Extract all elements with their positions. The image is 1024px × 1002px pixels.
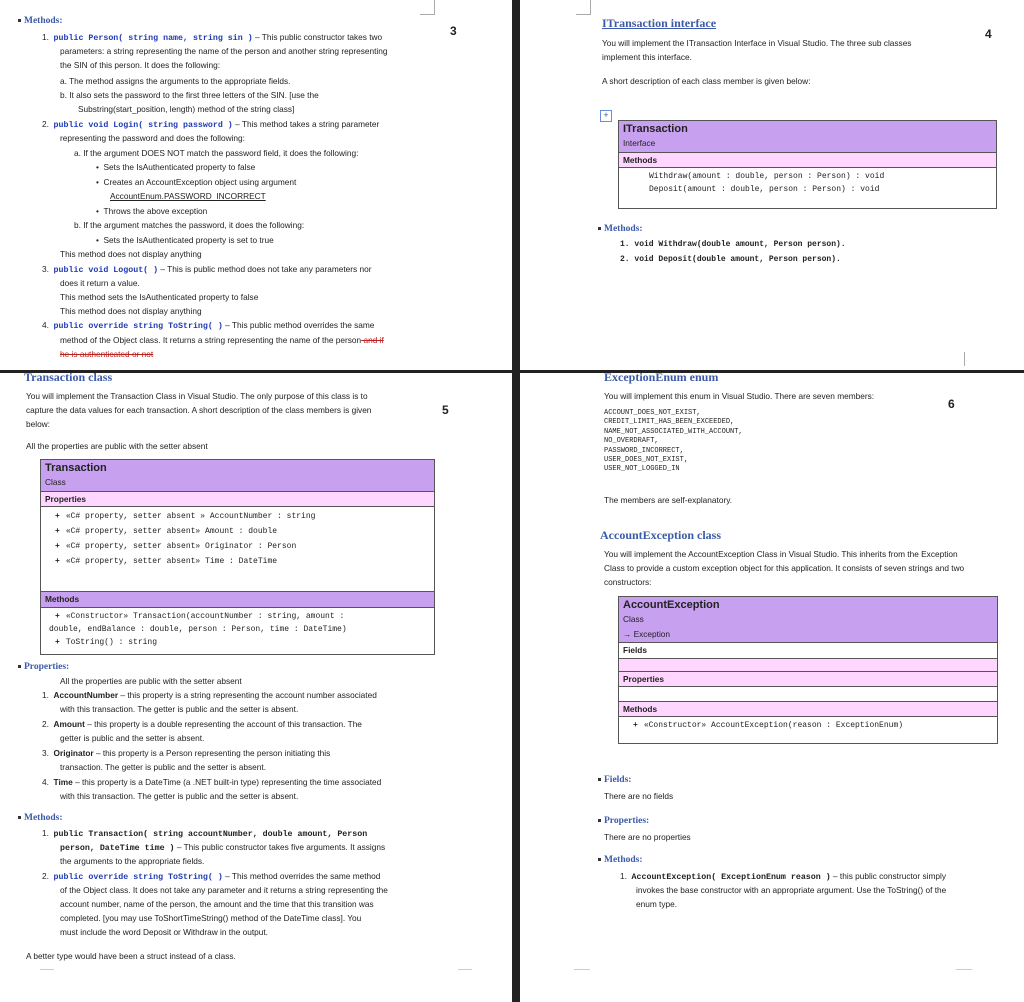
method-line: 2. void Deposit(double amount, Person person). [620,255,841,264]
text-line: enum type. [636,899,678,909]
bullet-item: • Throws the above exception [96,206,208,216]
fields-heading: Fields: [598,773,631,787]
uml-methods [619,168,996,208]
paragraph: You will implement the AccountException Class in Visual Studio. This inherits from the Exception [604,549,958,559]
paragraph: implement this interface. [602,52,692,62]
page-number: 4 [985,27,992,41]
uml-header [41,460,434,492]
uml-class-name: AccountException [623,599,720,611]
uml-stereotype: Interface [623,138,656,149]
page-corner-mark [956,969,972,970]
text-line: of the Object class. It does not take any parameter and it returns a string representing the [60,885,388,895]
paragraph: There are no properties [604,832,691,842]
text-line: a. If the argument DOES NOT match the password field, it does the following: [74,148,359,158]
uml-properties-label: Properties [41,492,434,507]
uml-properties-body [619,687,997,702]
page-5 [0,373,512,1002]
uml-property: + «C# property, setter absent» Time : DateTime [55,557,278,567]
footer-note: A better type would have been a struct instead of a class. [26,951,236,961]
uml-method: + «Constructor» AccountException(reason : ExceptionEnum) [633,721,904,731]
bullet-item: • Sets the IsAuthenticated property is set to true [96,235,274,245]
accountexception-uml-box [618,596,998,744]
uml-method: Withdraw(amount : double, person : Person) : void [649,172,885,182]
enum-member: USER_DOES_NOT_EXIST, [604,456,689,465]
page-number: 3 [450,24,457,38]
text-line: with this transaction. The getter is public and the setter is absent. [60,791,299,801]
text-line: the SIN of this person. It does the following: [60,60,221,70]
section-title: ExceptionEnum enum [604,373,719,384]
page-corner-mark [458,969,472,970]
text-line: completed. [you may use ToShortTimeString() method of the DateTime class]. You [60,913,362,923]
method-item-2: 2. public override string ToString( ) – This method overrides the same method [42,871,381,882]
uml-method: + ToString() : string [55,637,158,647]
methods-heading: Methods: [598,853,643,867]
paragraph: You will implement the Transaction Class in Visual Studio. The only purpose of this class is to [26,391,368,401]
method-item-1: 1. public Transaction( string accountNumber, double amount, Person [42,828,368,839]
page-4 [520,0,1024,370]
text-line: transaction. The getter is public and the setter is absent. [60,762,267,772]
uml-stereotype: Class [623,614,644,625]
paragraph: You will implement this enum in Visual Studio. There are seven members: [604,391,875,401]
uml-stereotype: Class [45,477,66,488]
method-item-1: 1. AccountException( ExceptionEnum reason ) – this public constructor simply [620,871,946,882]
text-line: method of the Object class. It returns a string representing the name of the person and if [60,335,384,345]
paragraph: You will implement the ITransaction Interface in Visual Studio. The three sub classes [602,38,912,48]
uml-methods [41,608,434,654]
paragraph: A short description of each class member is given below: [602,76,811,86]
paragraph: capture the data values for each transaction. A short description of the class members is given [26,405,372,415]
methods-heading: Methods: [598,222,643,236]
uml-properties-label: Properties [619,672,997,687]
method-item-4: 4. public override string ToString( ) – This public method overrides the same [42,320,375,331]
page-number: 6 [948,397,955,411]
method-item-2: 2. public void Login( string password ) – This method takes a string parameter [42,119,380,130]
text-line: This method sets the IsAuthenticated property to false [60,292,259,302]
bullet-item: • Creates an AccountException object using argument [96,177,297,187]
struck-text: he is authenticated or not [60,349,154,359]
text-line: This method does not display anything [60,306,202,316]
section-heading: Methods: [18,14,63,28]
uml-method-cont: double, endBalance : double, person : Person, time : DateTime) [49,624,347,634]
paragraph: There are no fields [604,791,674,801]
uml-methods [619,717,997,743]
enum-member: USER_NOT_LOGGED_IN [604,465,680,474]
text-line: getter is public and the setter is absent. [60,733,205,743]
paragraph: All the properties are public with the setter absent [60,676,242,686]
uml-properties [41,507,434,592]
page-6 [520,373,1024,1002]
property-item: 1. AccountNumber – this property is a string representing the account number associated [42,690,377,700]
paragraph: below: [26,419,50,429]
text-line: invokes the base constructor with an appropriate argument. Use the ToString() of the [636,885,947,895]
enum-member: PASSWORD_INCORRECT, [604,446,684,455]
property-item: 3. Originator – this property is a Person representing the person initiating this [42,748,331,758]
paragraph: All the properties are public with the setter absent [26,441,208,451]
method-line: 1. void Withdraw(double amount, Person person). [620,240,846,249]
text-line: the arguments to the appropriate fields. [60,856,205,866]
uml-property: + «C# property, setter absent» Amount : double [55,527,278,537]
text-line: person, DateTime time ) – This public constructor takes five arguments. It assigns [60,842,386,853]
text-line: AccountEnum.PASSWORD_INCORRECT [110,191,266,201]
uml-methods-label: Methods [41,592,434,607]
text-line: account number, name of the person, the amount and the time that this transition was [60,899,374,909]
text-line: Substring(start_position, length) method of the string class] [78,104,295,114]
uml-header [619,597,997,643]
enum-member: CREDIT_LIMIT_HAS_BEEN_EXCEEDED, [604,418,735,427]
enum-member: ACCOUNT_DOES_NOT_EXIST, [604,409,701,417]
horizontal-page-divider [0,370,1024,373]
table-move-handle-icon[interactable]: + [600,110,612,122]
page-corner-mark [576,0,591,15]
uml-class-name: Transaction [45,462,107,474]
method-item-1: 1. public Person( string name, string sin ) – This public constructor takes two [42,32,383,43]
enum-member: NAME_NOT_ASSOCIATED_WITH_ACCOUNT, [604,427,743,436]
uml-fields-label: Fields [619,643,997,658]
section-title: ITransaction interface [602,16,717,30]
vertical-page-divider [512,0,520,1002]
text-line: parameters: a string representing the name of the person and another string representing [60,46,388,56]
method-item-3: 3. public void Logout( ) – This is public method does not take any parameters nor [42,264,372,275]
enum-members [604,409,743,475]
section-title-2: AccountException class [600,528,721,542]
bullet-item: • Sets the IsAuthenticated property to false [96,162,256,172]
text-line: b. If the argument matches the password, it does the following: [74,220,305,230]
properties-heading: Properties: [598,814,649,828]
text-line: must include the word Deposit or Withdraw in the output. [60,927,268,937]
paragraph: The members are self-explanatory. [604,495,733,505]
enum-member: NO_OVERDRAFT, [604,437,659,446]
paragraph: Class to provide a custom exception object for this application. It consists of seven strings and two [604,563,965,573]
properties-heading: Properties: [18,660,69,674]
property-item: 2. Amount – this property is a double representing the account of this transaction. The [42,719,362,729]
uml-methods-label: Methods [619,702,997,717]
itransaction-uml-box [618,120,997,209]
page-3 [0,0,512,370]
page-number: 5 [442,403,449,417]
text-line: does it return a value. [60,278,140,288]
page-corner-mark [420,0,435,15]
uml-method: Deposit(amount : double, person : Person) : void [649,185,880,195]
transaction-uml-box [40,459,435,655]
paragraph: constructors: [604,577,652,587]
uml-class-name: ITransaction [623,123,688,135]
text-line: a. The method assigns the arguments to the appropriate fields. [60,76,291,86]
uml-method: + «Constructor» Transaction(accountNumber : string, amount : [55,611,345,621]
text-line: with this transaction. The getter is public and the setter is absent. [60,704,299,714]
text-line: representing the password and does the following: [60,133,245,143]
uml-property: + «C# property, setter absent» Originator : Person [55,542,297,552]
property-item: 4. Time – this property is a DateTime (a .NET built-in type) representing the time associated [42,777,382,787]
uml-methods-label: Methods [619,153,996,168]
uml-parent: → Exception [623,628,671,639]
page-corner-mark [950,352,965,366]
page-corner-mark [574,969,590,970]
uml-header [619,121,996,153]
page-corner-mark [40,969,54,970]
section-title: Transaction class [24,373,113,384]
text-line: This method does not display anything [60,249,202,259]
uml-property: + «C# property, setter absent » AccountNumber : string [55,512,316,522]
uml-fields-body [619,659,997,672]
text-line: b. It also sets the password to the first three letters of the SIN. [use the [60,90,319,100]
methods-heading: Methods: [18,811,63,825]
